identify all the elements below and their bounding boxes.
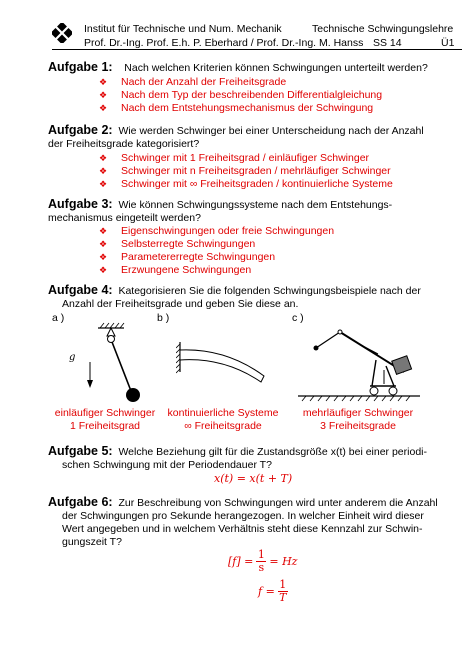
task-2-answers: [99, 152, 393, 191]
header-semester: SS 14: [373, 37, 402, 49]
caption-a-line2: 1 Freiheitsgrad: [69, 420, 141, 432]
unit-lhs: [f] =: [228, 554, 254, 568]
task-3-question-line2: mechanismus eingeteilt werden?: [48, 212, 201, 224]
task-6-question-line3: Wert angegeben und in welchem Verhältnis steht diese Kennzahl zur Schwin-: [62, 523, 423, 535]
relation-lhs: f =: [258, 584, 275, 598]
unit-denominator: s: [258, 560, 265, 574]
task-6: [48, 496, 464, 549]
task-4-question-line2: Anzahl der Freiheitsgrade und geben Sie diese an.: [62, 298, 299, 310]
header-course: Technische Schwingungslehre: [312, 23, 454, 35]
task-1-answer: ❖ Nach der Anzahl der Freiheitsgrade: [99, 76, 382, 89]
task-6-question-line4: gungszeit T?: [62, 536, 122, 548]
caption-c: [300, 407, 416, 433]
caption-b-line2: ∞ Freiheitsgrade: [184, 420, 262, 432]
figure-label-c: c ): [292, 312, 304, 324]
task-4-label: Aufgabe 4:: [48, 283, 113, 297]
task-2-question-line2: der Freiheitsgrade kategorisiert?: [48, 138, 200, 150]
header-professors: Prof. Dr.-Ing. Prof. E.h. P. Eberhard / Prof. Dr.-Ing. M. Hanss: [84, 37, 364, 49]
gravity-label: g: [69, 352, 76, 363]
university-logo: [52, 23, 72, 43]
task-3-answer: ❖ Parametererregte Schwingungen: [99, 251, 334, 264]
crank-mechanism-figure: [296, 318, 422, 406]
beam-figure: [176, 336, 268, 392]
caption-b: [163, 407, 283, 433]
task-3-label: Aufgabe 3:: [48, 197, 113, 211]
task-2: [48, 124, 464, 151]
task-3-answer: ❖ Eigenschwingungen oder freie Schwingungen: [99, 225, 334, 238]
relation-denominator: T: [279, 590, 287, 604]
caption-a-line1: einläufiger Schwinger: [54, 407, 156, 419]
caption-c-line1: mehrläufiger Schwinger: [302, 407, 414, 419]
task-5: [48, 445, 464, 472]
figure-label-a: a ): [52, 312, 65, 324]
task-3: [48, 198, 464, 225]
task-1-question: Nach welchen Kriterien können Schwingungen unterteilt werden?: [124, 62, 428, 74]
task-2-answer: ❖ Schwinger mit 1 Freiheitsgrad / einläufiger Schwinger: [99, 152, 393, 165]
caption-a: [50, 407, 160, 433]
task-6-question-line1: Zur Beschreibung von Schwingungen wird unter anderem die Anzahl: [118, 497, 438, 509]
task-6-relation-formula: [258, 576, 291, 606]
task-3-answer: ❖ Selbsterregte Schwingungen: [99, 238, 334, 251]
task-6-question-line2: der Schwingungen pro Sekunde herangezogen. In welcher Einheit wird dieser: [62, 510, 424, 522]
task-3-answers: [99, 225, 334, 277]
task-3-answer: ❖ Erzwungene Schwingungen: [99, 264, 334, 277]
task-5-label: Aufgabe 5:: [48, 444, 113, 458]
task-6-unit-formula: [228, 546, 297, 576]
task-1-answer: ❖ Nach dem Entstehungsmechanismus der Schwingung: [99, 102, 382, 115]
unit-fraction: [256, 549, 266, 574]
pendulum-figure: [70, 322, 170, 406]
task-6-label: Aufgabe 6:: [48, 495, 113, 509]
task-5-answer: x(t) = x(t + T): [214, 472, 293, 485]
figure-label-b: b ): [157, 312, 170, 324]
task-4: [48, 284, 464, 311]
task-3-question-line1: Wie können Schwingungssysteme nach dem Entstehungs-: [118, 199, 393, 211]
task-2-answer: ❖ Schwinger mit ∞ Freiheitsgraden / kontinuierliche Systeme: [99, 178, 393, 191]
caption-c-line2: 3 Freiheitsgrade: [320, 420, 396, 432]
header-institute: Institut für Technische und Num. Mechanik: [84, 23, 282, 35]
task-4-question-line1: Kategorisieren Sie die folgenden Schwingungsbeispiele nach der: [118, 285, 421, 297]
header-sheet: Ü1: [441, 37, 455, 49]
task-5-question-line2: schen Schwingung mit der Periodendauer T?: [62, 459, 272, 471]
header-rule: [52, 49, 462, 50]
caption-b-line1: kontinuierliche Systeme: [167, 407, 279, 419]
task-1-answer: ❖ Nach dem Typ der beschreibenden Differentialgleichung: [99, 89, 382, 102]
relation-numerator: 1: [279, 577, 287, 591]
task-5-question-line1: Welche Beziehung gilt für die Zustandsgröße x(t) bei einer periodi-: [118, 446, 427, 458]
task-1-label: Aufgabe 1:: [48, 60, 113, 74]
task-2-answer: ❖ Schwinger mit n Freiheitsgraden / mehrläufiger Schwinger: [99, 165, 393, 178]
task-2-label: Aufgabe 2:: [48, 123, 113, 137]
task-1: [48, 61, 464, 75]
unit-numerator: 1: [257, 547, 265, 561]
relation-fraction: [278, 579, 288, 604]
unit-rhs: = Hz: [269, 554, 298, 568]
task-1-answers: [99, 76, 382, 115]
task-2-question-line1: Wie werden Schwinger bei einer Unterscheidung nach der Anzahl: [118, 125, 424, 137]
